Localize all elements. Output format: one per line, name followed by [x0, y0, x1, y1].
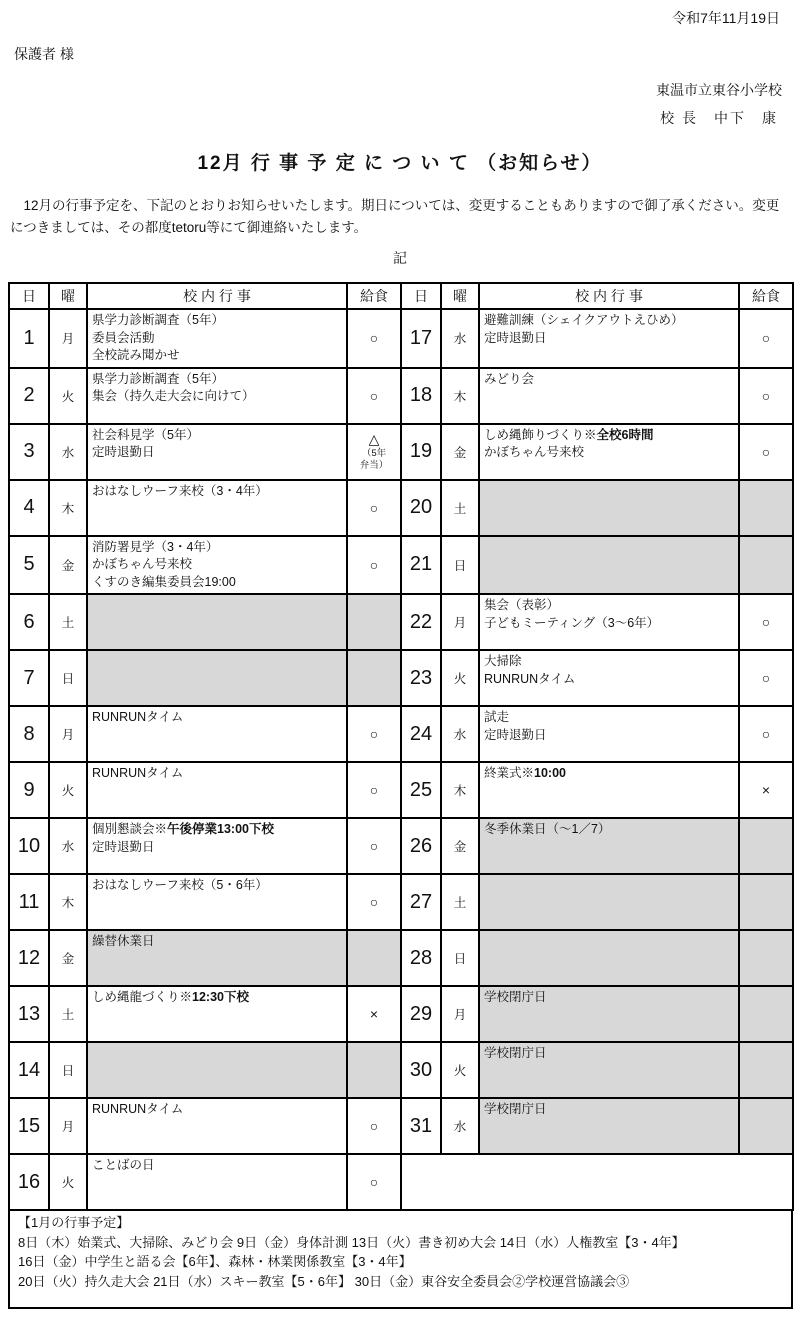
events-cell — [479, 874, 739, 930]
events-cell — [479, 762, 739, 818]
events-cell — [479, 536, 739, 595]
events-cell — [87, 930, 347, 986]
lunch-mark: ○ — [369, 499, 379, 516]
events-cell — [479, 424, 739, 480]
events-cell — [87, 1042, 347, 1098]
weekday-cell: 土 — [441, 874, 479, 930]
january-preview-box — [8, 1209, 793, 1309]
day-cell: 8 — [9, 706, 49, 762]
weekday-cell: 金 — [441, 424, 479, 480]
weekday-cell: 火 — [441, 650, 479, 706]
lunch-mark: ○ — [369, 330, 379, 347]
weekday-cell: 金 — [49, 930, 87, 986]
table-row — [9, 706, 793, 762]
event-line: しめ縄飾りづくり※全校6時間 — [484, 427, 654, 442]
column-header: 給食 — [739, 283, 793, 309]
event-line: 避難訓練（シェイクアウトえひめ） — [484, 313, 684, 328]
day-cell: 11 — [9, 874, 49, 930]
lunch-cell — [347, 1154, 401, 1210]
lunch-mark: ○ — [761, 387, 771, 404]
lunch-cell — [347, 594, 401, 650]
day-cell: 20 — [401, 480, 441, 536]
event-line: くすのき編集委員会19:00 — [92, 574, 236, 589]
events-cell — [87, 762, 347, 818]
events-cell — [479, 309, 739, 368]
lunch-mark: × — [369, 1006, 379, 1023]
event-line: 終業式※10:00 — [484, 766, 566, 781]
lunch-mark: ○ — [369, 894, 379, 911]
day-cell: 31 — [401, 1098, 441, 1154]
event-line: 県学力診断調査（5年） — [92, 313, 224, 328]
january-preview-line: 16日（金）中学生と語る会【6年】、森林・林業関係教室【3・4年】 — [18, 1254, 412, 1270]
day-cell: 6 — [9, 594, 49, 650]
events-cell — [87, 480, 347, 536]
day-cell: 2 — [9, 368, 49, 424]
weekday-cell: 土 — [441, 480, 479, 536]
lunch-cell — [347, 1098, 401, 1154]
event-line: かぼちゃん号来校 — [92, 557, 193, 572]
document-date: 令和7年11月19日 — [672, 10, 780, 26]
lunch-mark: ○ — [369, 726, 379, 743]
column-header: 給食 — [347, 283, 401, 309]
day-cell: 12 — [9, 930, 49, 986]
lunch-mark: × — [761, 782, 771, 799]
weekday-cell: 土 — [49, 594, 87, 650]
ki-label: 記 — [393, 250, 407, 267]
lunch-note: 弁当） — [359, 460, 389, 472]
lunch-mark: △ — [368, 431, 380, 448]
lunch-cell — [347, 762, 401, 818]
event-line: 定時退勤日 — [92, 839, 155, 854]
table-row — [9, 424, 793, 480]
schedule-table — [8, 282, 794, 1211]
event-line: 定時退勤日 — [484, 330, 547, 345]
lunch-cell — [739, 1042, 793, 1098]
event-line: おはなしウーフ来校（5・6年） — [92, 878, 268, 893]
event-line: しめ縄龍づくり※12:30下校 — [92, 990, 249, 1005]
event-line: 試走 — [484, 710, 510, 725]
table-row — [9, 594, 793, 650]
day-cell: 10 — [9, 818, 49, 874]
lunch-cell — [739, 986, 793, 1042]
day-cell: 25 — [401, 762, 441, 818]
table-row — [9, 1042, 793, 1098]
events-cell — [87, 536, 347, 595]
lunch-cell — [347, 986, 401, 1042]
event-line: RUNRUNタイム — [92, 1102, 184, 1117]
day-cell: 17 — [401, 309, 441, 368]
event-line: 県学力診断調査（5年） — [92, 371, 224, 386]
weekday-cell: 月 — [441, 594, 479, 650]
lunch-mark: ○ — [369, 387, 379, 404]
lunch-cell — [739, 706, 793, 762]
lunch-cell — [347, 818, 401, 874]
day-cell: 5 — [9, 536, 49, 595]
events-cell — [87, 650, 347, 706]
event-line: かぼちゃん号来校 — [484, 445, 585, 460]
lunch-mark: ○ — [369, 556, 379, 573]
lunch-cell — [347, 930, 401, 986]
events-cell — [479, 480, 739, 536]
weekday-cell: 土 — [49, 986, 87, 1042]
table-row — [9, 762, 793, 818]
events-cell — [87, 1154, 347, 1210]
weekday-cell: 日 — [441, 930, 479, 986]
weekday-cell: 木 — [441, 368, 479, 424]
lunch-cell — [739, 424, 793, 480]
weekday-cell: 火 — [49, 368, 87, 424]
school-name: 東温市立東谷小学校 — [656, 82, 782, 98]
january-preview-line: 8日（木）始業式、大掃除、みどり会 9日（金）身体計測 13日（火）書き初め大会 14日（水）人権教室【3・4年】 — [18, 1234, 685, 1250]
event-line: 子どもミーティング（3～6年） — [484, 615, 660, 630]
events-cell — [87, 424, 347, 480]
weekday-cell: 水 — [49, 424, 87, 480]
event-line: 学校閉庁日 — [484, 990, 547, 1005]
lunch-cell — [739, 874, 793, 930]
lunch-cell — [347, 1042, 401, 1098]
weekday-cell: 火 — [441, 1042, 479, 1098]
lunch-cell — [739, 536, 793, 595]
events-cell — [87, 986, 347, 1042]
event-line: 集会（表彰） — [484, 598, 560, 613]
principal-name: 校 長 中下 康 — [660, 110, 778, 126]
day-cell: 9 — [9, 762, 49, 818]
event-line: RUNRUNタイム — [484, 671, 576, 686]
event-line: 消防署見学（3・4年） — [92, 539, 219, 554]
lunch-cell — [347, 368, 401, 424]
table-row — [9, 1154, 793, 1210]
column-header: 校 内 行 事 — [87, 283, 347, 309]
lunch-mark: ○ — [369, 838, 379, 855]
table-row — [9, 480, 793, 536]
page-title: 12月 行 事 予 定 に つ い て （お知らせ） — [197, 153, 603, 174]
events-cell — [479, 706, 739, 762]
day-cell: 28 — [401, 930, 441, 986]
schedule-table-head — [9, 283, 793, 309]
event-line: 社会科見学（5年） — [92, 427, 199, 442]
events-cell — [87, 706, 347, 762]
table-row — [9, 874, 793, 930]
intro-paragraph: 12月の行事予定を、下記のとおりお知らせいたします。期日については、変更することもありますので御了承ください。変更につきましては、その都度tetoru等にて御連絡いたします。 — [10, 198, 780, 235]
events-cell — [87, 309, 347, 368]
events-cell — [479, 1042, 739, 1098]
lunch-cell — [739, 650, 793, 706]
day-cell: 24 — [401, 706, 441, 762]
day-cell: 1 — [9, 309, 49, 368]
column-header: 日 — [9, 283, 49, 309]
weekday-cell: 月 — [49, 309, 87, 368]
event-line: 繰替休業日 — [92, 934, 155, 949]
weekday-cell: 木 — [441, 762, 479, 818]
event-line: RUNRUNタイム — [92, 766, 184, 781]
events-cell — [479, 930, 739, 986]
events-cell — [87, 368, 347, 424]
weekday-cell: 火 — [49, 1154, 87, 1210]
weekday-cell: 木 — [49, 874, 87, 930]
column-header: 日 — [401, 283, 441, 309]
table-row — [9, 368, 793, 424]
weekday-cell: 月 — [49, 1098, 87, 1154]
january-preview-line: 20日（火）持久走大会 21日（水）スキー教室【5・6年】 30日（金）東谷安全委員会②学校運営協議会③ — [18, 1273, 630, 1289]
lunch-cell — [739, 1098, 793, 1154]
weekday-cell: 金 — [441, 818, 479, 874]
lunch-mark: ○ — [761, 726, 771, 743]
day-cell: 27 — [401, 874, 441, 930]
event-line: 学校閉庁日 — [484, 1046, 547, 1061]
event-line: 集会（持久走大会に向けて） — [92, 389, 255, 404]
lunch-cell — [347, 424, 401, 480]
weekday-cell: 日 — [49, 1042, 87, 1098]
weekday-cell: 水 — [441, 706, 479, 762]
lunch-mark: ○ — [761, 614, 771, 631]
day-cell: 16 — [9, 1154, 49, 1210]
weekday-cell: 火 — [49, 762, 87, 818]
event-line: RUNRUNタイム — [92, 710, 184, 725]
lunch-note: （5年 — [361, 448, 387, 460]
weekday-cell: 木 — [49, 480, 87, 536]
recipient: 保護者 様 — [14, 46, 74, 62]
empty-cell — [401, 1154, 793, 1210]
event-line: 委員会活動 — [92, 330, 155, 345]
lunch-cell — [739, 594, 793, 650]
weekday-cell: 日 — [441, 536, 479, 595]
january-preview-title: 【1月の行事予定】 — [18, 1215, 130, 1231]
lunch-mark: ○ — [761, 443, 771, 460]
weekday-cell: 水 — [441, 1098, 479, 1154]
events-cell — [479, 650, 739, 706]
lunch-cell — [739, 368, 793, 424]
event-line: ことばの日 — [92, 1158, 155, 1173]
event-line: 全校読み聞かせ — [92, 348, 180, 363]
lunch-cell — [347, 706, 401, 762]
day-cell: 14 — [9, 1042, 49, 1098]
events-cell — [87, 1098, 347, 1154]
table-row — [9, 1098, 793, 1154]
column-header: 校 内 行 事 — [479, 283, 739, 309]
event-line: 定時退勤日 — [92, 445, 155, 460]
event-line: おはなしウーフ来校（3・4年） — [92, 483, 268, 498]
day-cell: 13 — [9, 986, 49, 1042]
day-cell: 26 — [401, 818, 441, 874]
weekday-cell: 水 — [441, 309, 479, 368]
events-cell — [479, 818, 739, 874]
events-cell — [479, 1098, 739, 1154]
column-header: 曜 — [441, 283, 479, 309]
lunch-mark: ○ — [761, 330, 771, 347]
day-cell: 15 — [9, 1098, 49, 1154]
table-row — [9, 930, 793, 986]
events-cell — [87, 874, 347, 930]
table-row — [9, 986, 793, 1042]
table-row — [9, 536, 793, 595]
weekday-cell: 月 — [441, 986, 479, 1042]
event-line: 大掃除 — [484, 654, 522, 669]
day-cell: 3 — [9, 424, 49, 480]
table-row — [9, 309, 793, 368]
lunch-cell — [739, 762, 793, 818]
lunch-cell — [347, 309, 401, 368]
day-cell: 21 — [401, 536, 441, 595]
day-cell: 4 — [9, 480, 49, 536]
table-row — [9, 650, 793, 706]
lunch-cell — [347, 650, 401, 706]
events-cell — [479, 986, 739, 1042]
lunch-cell — [347, 536, 401, 595]
event-line: 学校閉庁日 — [484, 1102, 547, 1117]
weekday-cell: 月 — [49, 706, 87, 762]
weekday-cell: 金 — [49, 536, 87, 595]
event-line: みどり会 — [484, 371, 535, 386]
table-row — [9, 818, 793, 874]
event-line: 冬季休業日（～1／7） — [484, 822, 611, 837]
events-cell — [87, 818, 347, 874]
event-line: 定時退勤日 — [484, 727, 547, 742]
lunch-cell — [739, 480, 793, 536]
lunch-cell — [347, 874, 401, 930]
column-header: 曜 — [49, 283, 87, 309]
day-cell: 19 — [401, 424, 441, 480]
day-cell: 22 — [401, 594, 441, 650]
events-cell — [479, 368, 739, 424]
day-cell: 30 — [401, 1042, 441, 1098]
weekday-cell: 水 — [49, 818, 87, 874]
events-cell — [87, 594, 347, 650]
lunch-mark: ○ — [369, 782, 379, 799]
weekday-cell: 日 — [49, 650, 87, 706]
day-cell: 23 — [401, 650, 441, 706]
lunch-mark: ○ — [369, 1174, 379, 1191]
lunch-cell — [739, 309, 793, 368]
day-cell: 29 — [401, 986, 441, 1042]
event-line: 個別懇談会※午後停業13:00下校 — [92, 822, 274, 837]
lunch-mark: ○ — [369, 1118, 379, 1135]
day-cell: 7 — [9, 650, 49, 706]
events-cell — [479, 594, 739, 650]
lunch-cell — [739, 818, 793, 874]
lunch-cell — [347, 480, 401, 536]
schedule-table-body — [9, 309, 793, 1210]
lunch-mark: ○ — [761, 670, 771, 687]
day-cell: 18 — [401, 368, 441, 424]
lunch-cell — [739, 930, 793, 986]
